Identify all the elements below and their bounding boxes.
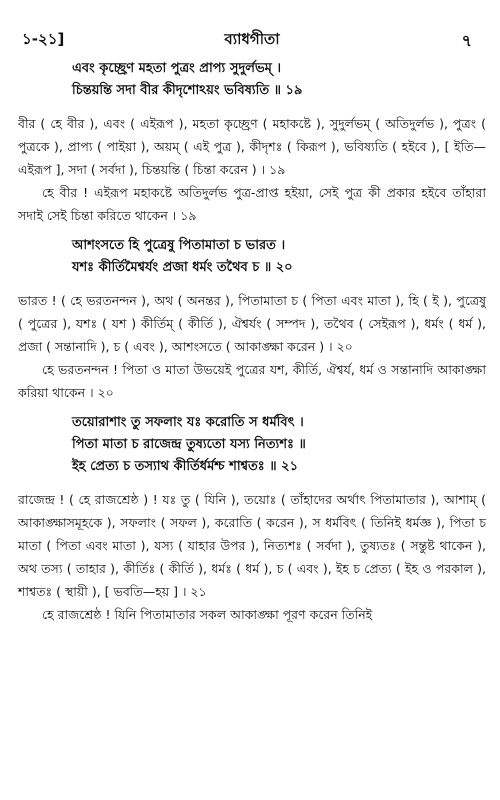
translation-21: হে রাজশ্রেষ্ঠ ! যিনি পিতামাতার সকল আকাঙ্ক্ষা পূরণ করেন তিনিই: [42, 607, 373, 622]
verse-19: [18, 58, 486, 102]
gloss-20: ভারত ! ( হে ভরতনন্দন ), অথ ( অনন্তর ), পিতামাতা চ ( পিতা এবং মাতা ), হি ( ই ), পুত্রেষু ( পুত্রের ), যশঃ ( যশ ) কীর্তিম্ ( কীর্তি ), ঐশ্বর্যং ( সম্পদ ), তথৈব ( সেইরূপ ), ধর্মং ( ধর্ম ), প্রজা ( সন্তানাদি ), চ ( এবং ), আশংসতে ( আকাঙ্ক্ষা করেন ) । ২০: [18, 293, 486, 354]
verse-19-line-1: এবং কৃচ্ছ্রেণ মহতা পুত্রং প্রাপ্য সুদুর্লভম্ ।: [72, 61, 282, 76]
verse-21-line-2: পিতা মাতা চ রাজেন্দ্র তুষ্যতো যস্য নিত্যশঃ ॥: [72, 437, 306, 452]
verse-20-line-1: আশংসতে হি পুত্রেষু পিতামাতা চ ভারত ।: [72, 238, 286, 253]
page-header: [18, 0, 486, 50]
running-title: ব্যাধগীতা: [224, 30, 280, 48]
gloss-19: বীর ( হে বীর ), এবং ( এইরূপ ), মহতা কৃচ্ছ্রেণ ( মহাকষ্টে ), সুদুর্লভম্ ( অতিদুর্লভ ), পুত্রং ( পুত্রকে ), প্রাপ্য ( পাইয়া ), অয়ম্ ( এই পুত্র ), কীদৃশঃ ( কিরূপ ), ভবিষ্যতি ( হইবে ), [ ইতি—এইরূপ ], সদা ( সর্বদা ), চিন্তয়ন্তি ( চিন্তা করেন ) । ১৯: [18, 116, 486, 177]
verse-19-line-2: চিন্তয়ন্তি সদা বীর কীদৃশোঽয়ং ভবিষ্যতি ॥ ১৯: [72, 83, 303, 98]
verse-20-line-2: যশঃ কীর্তিমৈশ্বর্যং প্রজা ধর্মং তথৈব চ ॥ ২০: [72, 260, 293, 275]
translation-19: হে বীর ! এইরূপ মহাকষ্টে অতিদুর্লভ পুত্র-প্রাপ্ত হইয়া, সেই পুত্র কী প্রকার হইবে তাঁহারা সদাই সেই চিন্তা করিতে থাকেন । ১৯: [18, 185, 486, 223]
page-range: ১-২১]: [22, 30, 65, 48]
verse-21-line-3: ইহ প্রেত্য চ তস্যাথ কীর্তির্ধর্মশ্চ শাশ্বতঃ ॥ ২১: [72, 459, 299, 474]
translation-20: হে ভরতনন্দন ! পিতা ও মাতা উভয়েই পুত্রের যশ, কীর্তি, ঐশ্বর্য, ধর্ম ও সন্তানাদি আকাঙ্ক্ষা করিয়া থাকেন । ২০: [18, 362, 486, 400]
gloss-21: রাজেন্দ্র ! ( হে রাজশ্রেষ্ঠ ) ! যঃ তু ( যিনি ), তয়োঃ ( তাঁহাদের অর্থাৎ পিতামাতার ), আশাম্ ( আকাঙ্ক্ষাসমূহকে ), সফলাং ( সফল ), করোতি ( করেন ), স ধর্মবিৎ ( তিনিই ধর্মজ্ঞ ), পিতা চ মাতা ( পিতা এবং মাতা ), যস্য ( যাহার উপর ), নিত্যশঃ ( সর্বদা ), তুষ্যতঃ ( সন্তুষ্ট থাকেন ), অথ তস্য ( তাহার ), কীর্তিঃ ( কীর্তি ), ধর্মঃ ( ধর্ম ), চ ( এবং ), ইহ চ প্রেত্য ( ইহ ও পরকাল ), শাশ্বতঃ ( স্থায়ী ), [ ভবতি—হয় ] । ২১: [18, 492, 486, 599]
verse-20: [18, 235, 486, 279]
verse-21-line-1: তয়োরাশাং তু সফলাং যঃ করোতি স ধর্মবিৎ ।: [72, 415, 304, 430]
verse-21: [18, 412, 486, 478]
page-number: ৭: [461, 31, 472, 50]
